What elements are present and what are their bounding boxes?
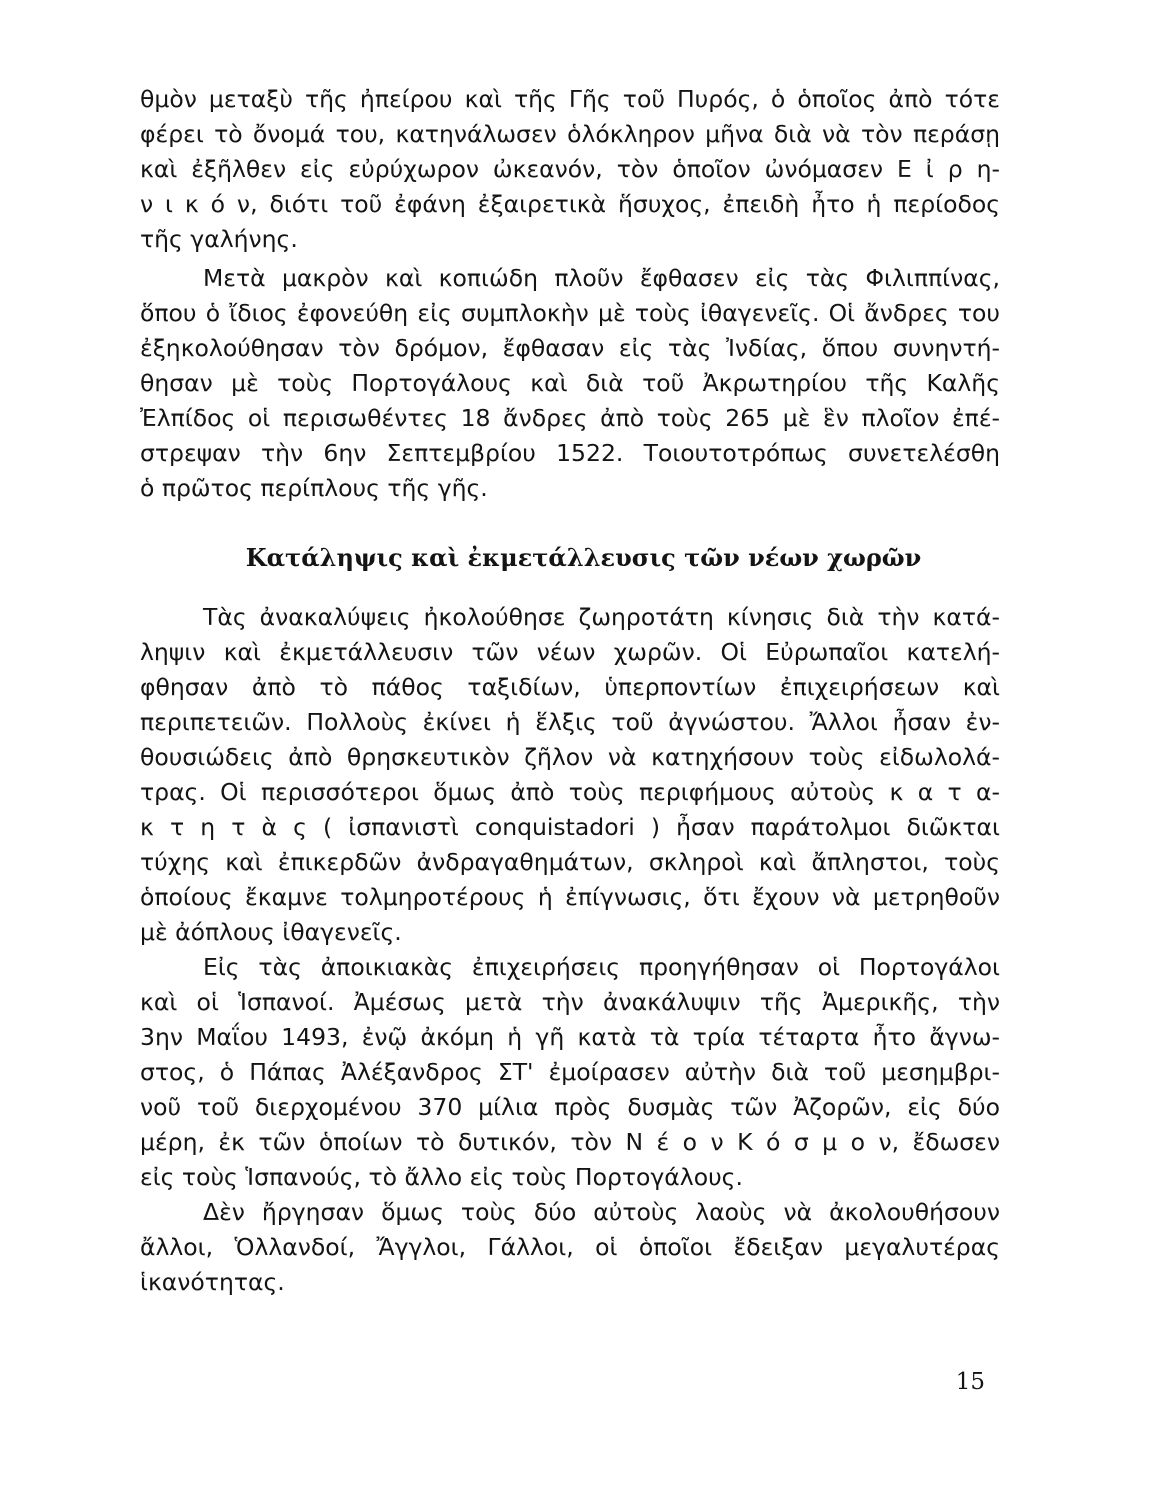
text-line: καὶ οἱ Ἱσπανοί. Ἀμέσως μετὰ τὴν ἀνακάλυψιν τῆς Ἀμερικῆς, τὴν [140,988,1000,1016]
text-line: κ τ η τ ὰ ς ( ἰσπανιστὶ conquistadori ) ἦσαν παράτολμοι διῶκται [140,813,1000,841]
text-line: τρας. Οἱ περισσότεροι ὅμως ἀπὸ τοὺς περιφήμους αὐτοὺς κ α τ α- [140,778,1000,806]
text-line: ὁ πρῶτος περίπλους τῆς γῆς. [140,474,488,502]
text-line: φέρει τὸ ὄνομά του, κατηνάλωσεν ὁλόκληρον μῆνα διὰ νὰ τὸν περάσῃ [140,120,1000,148]
text-line: 3ην Μαΐου 1493, ἐνῷ ἀκόμη ἡ γῆ κατὰ τὰ τρία τέταρτα ἦτο ἄγνω- [140,1023,1000,1051]
text-line: φθησαν ἀπὸ τὸ πάθος ταξιδίων, ὑπερποντίων ἐπιχειρήσεων καὶ [140,673,1000,701]
text-line: ὁποίους ἔκαμνε τολμηροτέρους ἡ ἐπίγνωσις, ὅτι ἔχουν νὰ μετρηθοῦν [140,883,1000,911]
text-line: εἰς τοὺς Ἱσπανούς, τὸ ἄλλο εἰς τοὺς Πορτογάλους. [140,1163,743,1191]
text-line: τύχης καὶ ἐπικερδῶν ἀνδραγαθημάτων, σκληροὶ καὶ ἄπληστοι, τοὺς [140,848,1000,876]
text-line: νοῦ τοῦ διερχομένου 370 μίλια πρὸς δυσμὰς τῶν Ἀζορῶν, εἰς δύο [140,1093,1000,1121]
text-line: Δὲν ἤργησαν ὅμως τοὺς δύο αὐτοὺς λαοὺς νὰ ἀκολουθήσουν [203,1198,1000,1226]
text-line: ληψιν καὶ ἐκμετάλλευσιν τῶν νέων χωρῶν. Οἱ Εὐρωπαῖοι κατελή- [140,638,1000,666]
text-line: μέρη, ἐκ τῶν ὁποίων τὸ δυτικόν, τὸν Ν έ ο ν Κ ό σ μ ο ν, ἔδωσεν [140,1128,1000,1156]
text-line: ἄλλοι, Ὁλλανδοί, Ἄγγλοι, Γάλλοι, οἱ ὁποῖοι ἔδειξαν μεγαλυτέρας [140,1233,1000,1261]
text-line: καὶ ἐξῆλθεν εἰς εὐρύχωρον ὠκεανόν, τὸν ὁποῖον ὠνόμασεν Ε ἰ ρ η- [140,155,1000,183]
text-line: Ἐλπίδος οἱ περισωθέντες 18 ἄνδρες ἀπὸ τοὺς 265 μὲ ἓν πλοῖον ἐπέ- [140,404,1000,432]
text-line: ἐξηκολούθησαν τὸν δρόμον, ἔφθασαν εἰς τὰς Ἰνδίας, ὅπου συνηντή- [140,334,1000,362]
text-line: Εἰς τὰς ἀποικιακὰς ἐπιχειρήσεις προηγήθησαν οἱ Πορτογάλοι [203,953,1000,981]
text-line: στρεψαν τὴν 6ην Σεπτεμβρίου 1522. Τοιουτοτρόπως συνετελέσθη [140,439,1000,467]
text-line: θησαν μὲ τοὺς Πορτογάλους καὶ διὰ τοῦ Ἀκρωτηρίου τῆς Καλῆς [140,369,1000,397]
text-line: τῆς γαλήνης. [140,225,298,253]
text-line: στος, ὁ Πάπας Ἀλέξανδρος ΣΤ' ἐμοίρασεν αὐτὴν διὰ τοῦ μεσημβρι- [140,1058,1000,1086]
text-line: ν ι κ ό ν, διότι τοῦ ἐφάνη ἐξαιρετικὰ ἥσυχος, ἐπειδὴ ἦτο ἡ περίοδος [140,190,1000,218]
page-number: 15 [955,1369,985,1395]
text-line: ὅπου ὁ ἴδιος ἐφονεύθη εἰς συμπλοκὴν μὲ τοὺς ἰθαγενεῖς. Οἱ ἄνδρες του [140,299,1000,327]
text-line: μὲ ἀόπλους ἰθαγενεῖς. [140,918,402,946]
text-line: θουσιώδεις ἀπὸ θρησκευτικὸν ζῆλον νὰ κατηχήσουν τοὺς εἰδωλολά- [140,743,1000,771]
text-line: Τὰς ἀνακαλύψεις ἠκολούθησε ζωηροτάτη κίνησις διὰ τὴν κατά- [203,603,1000,631]
text-line: ἱκανότητας. [140,1268,285,1296]
section-heading: Κατάληψις καὶ ἐκμετάλλευσις τῶν νέων χωρῶν [245,543,922,572]
text-line: Μετὰ μακρὸν καὶ κοπιώδη πλοῦν ἔφθασεν εἰς τὰς Φιλιππίνας, [203,264,1000,292]
text-line: περιπετειῶν. Πολλοὺς ἐκίνει ἡ ἕλξις τοῦ ἀγνώστου. Ἄλλοι ἦσαν ἐν- [140,708,1000,736]
text-line: θμὸν μεταξὺ τῆς ἠπείρου καὶ τῆς Γῆς τοῦ Πυρός, ὁ ὁποῖος ἀπὸ τότε [140,85,1000,113]
